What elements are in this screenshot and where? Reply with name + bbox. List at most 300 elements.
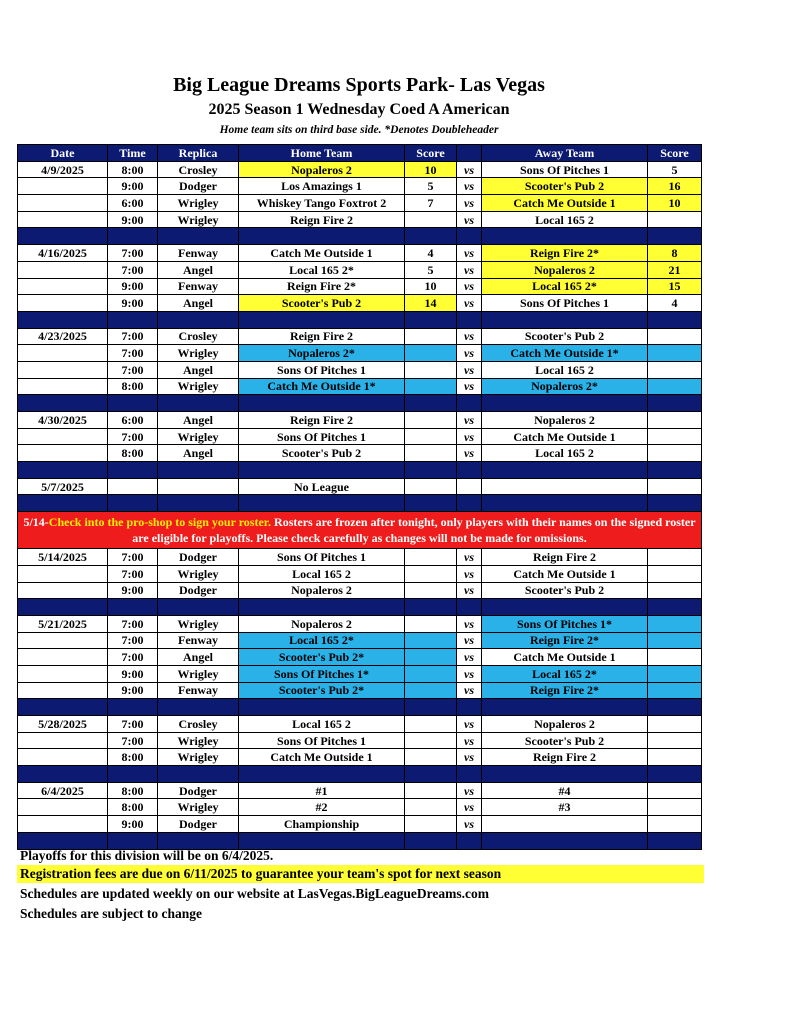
game-row	[18, 565, 702, 582]
away-score	[648, 799, 702, 816]
game-date	[18, 278, 108, 295]
week-separator-row	[18, 462, 702, 479]
home-team: Scooter's Pub 2*	[239, 682, 405, 699]
home-score	[405, 615, 457, 632]
away-team: Nopaleros 2	[482, 412, 648, 429]
home-score	[405, 428, 457, 445]
home-score: 4	[405, 245, 457, 262]
home-team: Local 165 2*	[239, 261, 405, 278]
vs-label: vs	[457, 428, 482, 445]
no-league-label: No League	[239, 478, 405, 495]
page-title: Big League Dreams Sports Park- Las Vegas	[173, 74, 545, 96]
separator-cell	[482, 599, 648, 616]
game-field: Fenway	[158, 245, 239, 262]
separator-cell	[239, 495, 405, 512]
separator-cell	[239, 699, 405, 716]
home-team: Scooter's Pub 2	[239, 295, 405, 312]
home-score	[405, 799, 457, 816]
separator-cell	[158, 495, 239, 512]
game-time: 7:00	[108, 361, 158, 378]
home-team: #1	[239, 782, 405, 799]
game-time: 9:00	[108, 665, 158, 682]
away-score	[648, 328, 702, 345]
home-score	[405, 345, 457, 362]
game-field: Fenway	[158, 278, 239, 295]
empty-cell	[482, 478, 648, 495]
separator-cell	[18, 766, 108, 783]
home-score: 5	[405, 261, 457, 278]
game-row	[18, 161, 702, 178]
separator-cell	[482, 395, 648, 412]
game-field: Wrigley	[158, 665, 239, 682]
vs-label: vs	[457, 716, 482, 733]
separator-cell	[457, 228, 482, 245]
away-score	[648, 665, 702, 682]
game-date	[18, 682, 108, 699]
home-score	[405, 378, 457, 395]
game-field: Crosley	[158, 161, 239, 178]
game-field: Angel	[158, 295, 239, 312]
game-time: 7:00	[108, 345, 158, 362]
game-date: 4/23/2025	[18, 328, 108, 345]
col-header-vs	[457, 145, 482, 162]
game-time: 8:00	[108, 782, 158, 799]
game-date	[18, 649, 108, 666]
away-team: Reign Fire 2*	[482, 245, 648, 262]
game-date: 5/21/2025	[18, 615, 108, 632]
game-date: 4/30/2025	[18, 412, 108, 429]
away-team: Sons Of Pitches 1	[482, 295, 648, 312]
game-row	[18, 716, 702, 733]
game-field: Dodger	[158, 549, 239, 566]
game-time: 8:00	[108, 445, 158, 462]
away-score	[648, 716, 702, 733]
game-time: 7:00	[108, 732, 158, 749]
game-field: Angel	[158, 261, 239, 278]
game-date	[18, 565, 108, 582]
home-team: #2	[239, 799, 405, 816]
separator-cell	[158, 395, 239, 412]
game-time: 8:00	[108, 161, 158, 178]
game-date: 4/16/2025	[18, 245, 108, 262]
home-team: Sons Of Pitches 1	[239, 732, 405, 749]
home-score	[405, 632, 457, 649]
game-field	[158, 478, 239, 495]
game-time: 7:00	[108, 649, 158, 666]
game-date	[18, 195, 108, 212]
game-date	[18, 632, 108, 649]
home-score	[405, 582, 457, 599]
away-team: Reign Fire 2	[482, 749, 648, 766]
away-score	[648, 782, 702, 799]
footer-playoffs: Playoffs for this division will be on 6/4/2025.	[20, 848, 274, 863]
week-separator-row	[18, 228, 702, 245]
game-field: Dodger	[158, 816, 239, 833]
vs-label: vs	[457, 682, 482, 699]
vs-label: vs	[457, 178, 482, 195]
separator-cell	[158, 766, 239, 783]
separator-cell	[158, 228, 239, 245]
separator-cell	[18, 599, 108, 616]
game-date	[18, 816, 108, 833]
away-score	[648, 615, 702, 632]
game-row	[18, 649, 702, 666]
empty-cell	[648, 478, 702, 495]
home-team: Nopaleros 2	[239, 582, 405, 599]
separator-cell	[405, 395, 457, 412]
game-row	[18, 261, 702, 278]
away-team: Scooter's Pub 2	[482, 582, 648, 599]
away-score	[648, 549, 702, 566]
away-team: Catch Me Outside 1	[482, 195, 648, 212]
no-league-row	[18, 478, 702, 495]
vs-label: vs	[457, 412, 482, 429]
week-separator-row	[18, 395, 702, 412]
separator-cell	[158, 462, 239, 479]
separator-cell	[457, 766, 482, 783]
game-row	[18, 782, 702, 799]
away-team: Catch Me Outside 1	[482, 565, 648, 582]
week-separator-row	[18, 699, 702, 716]
separator-cell	[405, 699, 457, 716]
separator-cell	[648, 832, 702, 849]
game-field: Dodger	[158, 582, 239, 599]
home-team: Nopaleros 2*	[239, 345, 405, 362]
separator-cell	[108, 462, 158, 479]
schedule-table	[17, 144, 702, 850]
separator-cell	[482, 311, 648, 328]
game-row	[18, 211, 702, 228]
week-separator-row	[18, 311, 702, 328]
vs-label: vs	[457, 195, 482, 212]
home-team: Scooter's Pub 2*	[239, 649, 405, 666]
home-score	[405, 732, 457, 749]
away-score	[648, 582, 702, 599]
separator-cell	[457, 599, 482, 616]
away-score	[648, 816, 702, 833]
game-time: 9:00	[108, 295, 158, 312]
separator-cell	[108, 395, 158, 412]
col-header-date: Date	[18, 145, 108, 162]
game-field: Dodger	[158, 782, 239, 799]
game-time: 7:00	[108, 549, 158, 566]
separator-cell	[482, 766, 648, 783]
game-time: 7:00	[108, 632, 158, 649]
vs-label: vs	[457, 161, 482, 178]
vs-label: vs	[457, 799, 482, 816]
away-team: Nopaleros 2*	[482, 378, 648, 395]
home-team: Catch Me Outside 1	[239, 749, 405, 766]
separator-cell	[405, 766, 457, 783]
separator-cell	[405, 462, 457, 479]
game-time: 9:00	[108, 682, 158, 699]
game-row	[18, 361, 702, 378]
game-date	[18, 361, 108, 378]
col-header-home-team: Home Team	[239, 145, 405, 162]
game-date	[18, 428, 108, 445]
separator-cell	[648, 462, 702, 479]
week-separator-row	[18, 766, 702, 783]
home-score	[405, 749, 457, 766]
away-score	[648, 345, 702, 362]
game-field: Fenway	[158, 632, 239, 649]
week-separator-row	[18, 599, 702, 616]
header-note: Home team sits on third base side. *Denotes Doubleheader	[219, 124, 499, 136]
separator-cell	[648, 599, 702, 616]
game-time: 8:00	[108, 378, 158, 395]
footer-change: Schedules are subject to change	[20, 906, 202, 921]
game-row	[18, 378, 702, 395]
home-score	[405, 816, 457, 833]
game-date	[18, 345, 108, 362]
separator-cell	[108, 599, 158, 616]
vs-label: vs	[457, 445, 482, 462]
notice-date: 5/14-	[23, 515, 49, 530]
separator-cell	[239, 228, 405, 245]
separator-cell	[482, 228, 648, 245]
game-time: 7:00	[108, 565, 158, 582]
game-date	[18, 749, 108, 766]
game-time: 9:00	[108, 178, 158, 195]
game-time: 7:00	[108, 245, 158, 262]
game-date	[18, 261, 108, 278]
home-team: Whiskey Tango Foxtrot 2	[239, 195, 405, 212]
game-field: Wrigley	[158, 799, 239, 816]
home-team: Sons Of Pitches 1	[239, 549, 405, 566]
game-row	[18, 328, 702, 345]
separator-cell	[648, 311, 702, 328]
col-header-away-score: Score	[648, 145, 702, 162]
separator-cell	[457, 495, 482, 512]
game-field: Crosley	[158, 328, 239, 345]
separator-cell	[239, 395, 405, 412]
away-score	[648, 428, 702, 445]
home-score	[405, 682, 457, 699]
away-team: Local 165 2	[482, 361, 648, 378]
home-team: Local 165 2	[239, 565, 405, 582]
home-score: 5	[405, 178, 457, 195]
separator-cell	[239, 599, 405, 616]
game-date	[18, 732, 108, 749]
vs-label: vs	[457, 245, 482, 262]
week-separator-row	[18, 495, 702, 512]
footer-registration: Registration fees are due on 6/11/2025 to guarantee your team's spot for next season	[17, 865, 704, 883]
home-score	[405, 716, 457, 733]
away-score	[648, 211, 702, 228]
away-team: Reign Fire 2*	[482, 682, 648, 699]
game-time	[108, 478, 158, 495]
empty-cell	[457, 478, 482, 495]
game-date	[18, 211, 108, 228]
home-team: Sons Of Pitches 1*	[239, 665, 405, 682]
away-team: Scooter's Pub 2	[482, 732, 648, 749]
game-date	[18, 665, 108, 682]
game-field: Fenway	[158, 682, 239, 699]
game-field: Wrigley	[158, 615, 239, 632]
vs-label: vs	[457, 665, 482, 682]
footer-website: Schedules are updated weekly on our website at LasVegas.BigLeagueDreams.com	[20, 886, 490, 901]
separator-cell	[457, 699, 482, 716]
away-team: Reign Fire 2	[482, 549, 648, 566]
game-field: Wrigley	[158, 732, 239, 749]
away-team: Sons Of Pitches 1*	[482, 615, 648, 632]
game-field: Crosley	[158, 716, 239, 733]
game-field: Wrigley	[158, 565, 239, 582]
separator-cell	[648, 228, 702, 245]
separator-cell	[239, 462, 405, 479]
game-row	[18, 799, 702, 816]
empty-cell	[405, 478, 457, 495]
away-team	[482, 816, 648, 833]
game-row	[18, 749, 702, 766]
roster-notice	[18, 512, 702, 549]
separator-cell	[18, 699, 108, 716]
game-time: 8:00	[108, 749, 158, 766]
game-row	[18, 278, 702, 295]
home-team: Reign Fire 2	[239, 328, 405, 345]
home-score: 10	[405, 278, 457, 295]
game-date: 5/7/2025	[18, 478, 108, 495]
separator-cell	[405, 599, 457, 616]
game-time: 7:00	[108, 716, 158, 733]
away-score: 21	[648, 261, 702, 278]
home-team: Los Amazings 1	[239, 178, 405, 195]
vs-label: vs	[457, 211, 482, 228]
vs-label: vs	[457, 649, 482, 666]
vs-label: vs	[457, 295, 482, 312]
away-team: Scooter's Pub 2	[482, 178, 648, 195]
vs-label: vs	[457, 732, 482, 749]
away-score: 15	[648, 278, 702, 295]
separator-cell	[405, 495, 457, 512]
away-score	[648, 749, 702, 766]
game-field: Angel	[158, 412, 239, 429]
game-field: Wrigley	[158, 378, 239, 395]
away-team: Scooter's Pub 2	[482, 328, 648, 345]
game-time: 7:00	[108, 328, 158, 345]
page-subtitle: 2025 Season 1 Wednesday Coed A American	[208, 101, 510, 118]
away-score: 4	[648, 295, 702, 312]
away-team: #4	[482, 782, 648, 799]
separator-cell	[482, 699, 648, 716]
game-date: 4/9/2025	[18, 161, 108, 178]
vs-label: vs	[457, 816, 482, 833]
game-row	[18, 615, 702, 632]
away-team: Local 165 2	[482, 211, 648, 228]
separator-cell	[482, 832, 648, 849]
away-team: Catch Me Outside 1	[482, 649, 648, 666]
home-team: Sons Of Pitches 1	[239, 361, 405, 378]
home-score	[405, 549, 457, 566]
vs-label: vs	[457, 261, 482, 278]
vs-label: vs	[457, 615, 482, 632]
vs-label: vs	[457, 582, 482, 599]
game-row	[18, 428, 702, 445]
home-team: Local 165 2*	[239, 632, 405, 649]
separator-cell	[108, 228, 158, 245]
game-row	[18, 178, 702, 195]
vs-label: vs	[457, 632, 482, 649]
separator-cell	[405, 832, 457, 849]
separator-cell	[18, 228, 108, 245]
vs-label: vs	[457, 278, 482, 295]
game-time: 8:00	[108, 799, 158, 816]
separator-cell	[158, 311, 239, 328]
away-score	[648, 412, 702, 429]
vs-label: vs	[457, 782, 482, 799]
game-field: Wrigley	[158, 428, 239, 445]
away-score	[648, 361, 702, 378]
game-time: 9:00	[108, 278, 158, 295]
col-header-home-score: Score	[405, 145, 457, 162]
home-team: Nopaleros 2	[239, 615, 405, 632]
home-score: 7	[405, 195, 457, 212]
game-row	[18, 816, 702, 833]
game-row	[18, 412, 702, 429]
home-score: 14	[405, 295, 457, 312]
away-score: 10	[648, 195, 702, 212]
game-field: Wrigley	[158, 345, 239, 362]
home-score	[405, 412, 457, 429]
separator-cell	[648, 495, 702, 512]
away-score	[648, 682, 702, 699]
home-score	[405, 565, 457, 582]
vs-label: vs	[457, 345, 482, 362]
home-score	[405, 361, 457, 378]
game-row	[18, 245, 702, 262]
away-score	[648, 565, 702, 582]
home-team: Reign Fire 2	[239, 412, 405, 429]
game-time: 9:00	[108, 816, 158, 833]
home-team: Reign Fire 2*	[239, 278, 405, 295]
game-row	[18, 195, 702, 212]
game-row	[18, 345, 702, 362]
away-team: #3	[482, 799, 648, 816]
separator-cell	[18, 462, 108, 479]
separator-cell	[158, 599, 239, 616]
game-date: 5/14/2025	[18, 549, 108, 566]
game-row	[18, 682, 702, 699]
home-score	[405, 328, 457, 345]
vs-label: vs	[457, 361, 482, 378]
separator-cell	[18, 311, 108, 328]
game-time: 7:00	[108, 428, 158, 445]
separator-cell	[482, 495, 648, 512]
away-score	[648, 445, 702, 462]
vs-label: vs	[457, 565, 482, 582]
away-team: Reign Fire 2*	[482, 632, 648, 649]
schedule-body	[18, 161, 702, 849]
col-header-replica: Replica	[158, 145, 239, 162]
game-row	[18, 295, 702, 312]
game-row	[18, 445, 702, 462]
col-header-time: Time	[108, 145, 158, 162]
home-team: Nopaleros 2	[239, 161, 405, 178]
game-date	[18, 582, 108, 599]
home-score	[405, 445, 457, 462]
away-team: Catch Me Outside 1	[482, 428, 648, 445]
away-score	[648, 632, 702, 649]
game-time: 7:00	[108, 261, 158, 278]
separator-cell	[405, 228, 457, 245]
home-score	[405, 782, 457, 799]
vs-label: vs	[457, 549, 482, 566]
game-date	[18, 445, 108, 462]
col-header-away-team: Away Team	[482, 145, 648, 162]
game-row	[18, 632, 702, 649]
separator-cell	[108, 495, 158, 512]
away-team: Catch Me Outside 1*	[482, 345, 648, 362]
